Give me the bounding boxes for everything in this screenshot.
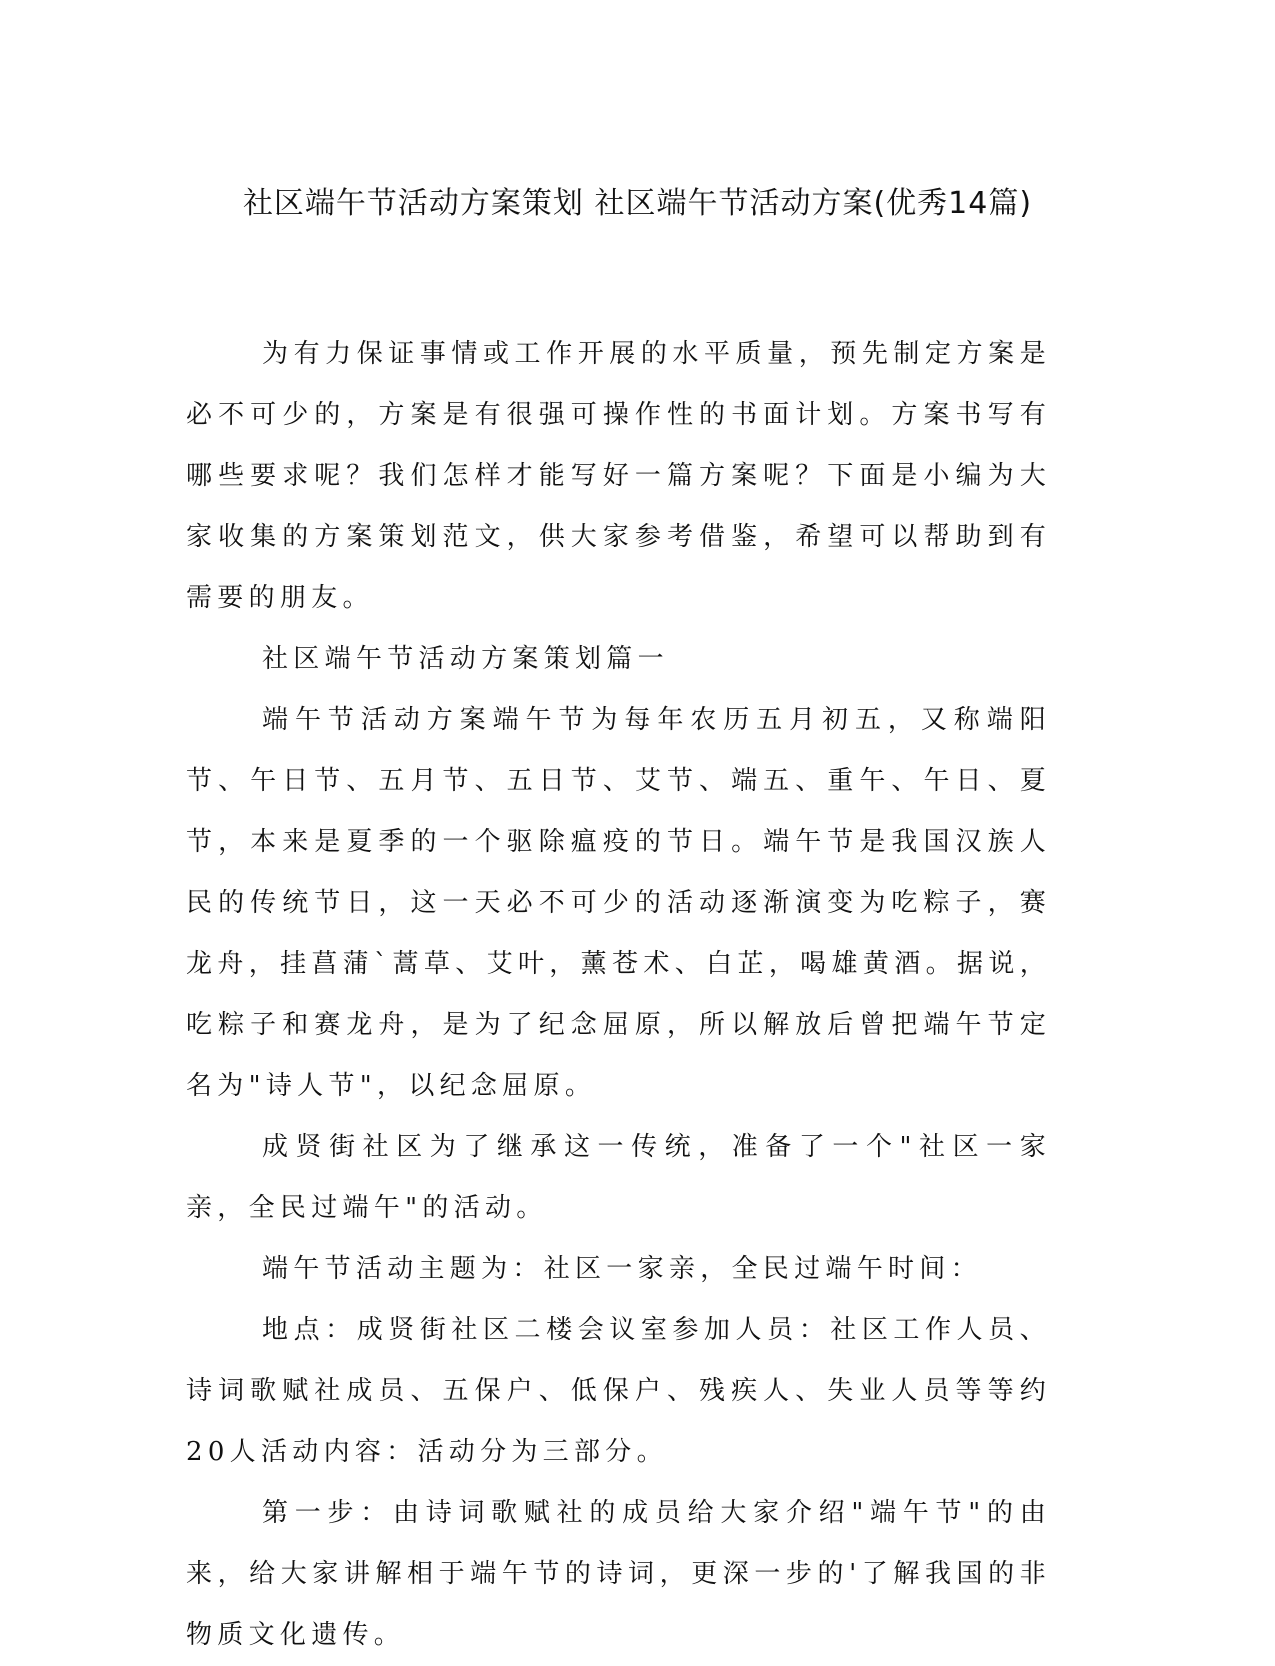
paragraph-intro: 为有力保证事情或工作开展的水平质量，预先制定方案是必不可少的，方案是有很强可操作性的书面计划。方案书写有哪些要求呢？我们怎样才能写好一篇方案呢？下面是小编为大家收集的方案策划范文，供大家参考借鉴，希望可以帮助到有需要的朋友。 bbox=[186, 339, 1051, 613]
paragraph-location: 地点：成贤街社区二楼会议室参加人员：社区工作人员、诗词歌赋社成员、五保户、低保户、残疾人、失业人员等等约20人活动内容：活动分为三部分。 bbox=[186, 1315, 1051, 1467]
document-body bbox=[186, 324, 1051, 1666]
paragraph-community-event: 成贤街社区为了继承这一传统，准备了一个"社区一家亲，全民过端午"的活动。 bbox=[186, 1132, 1051, 1223]
section-heading: 社区端午节活动方案策划篇一 bbox=[262, 644, 669, 674]
paragraph-background: 端午节活动方案端午节为每年农历五月初五，又称端阳节、午日节、五月节、五日节、艾节、端五、重午、午日、夏节，本来是夏季的一个驱除瘟疫的节日。端午节是我国汉族人民的传统节日，这一天必不可少的活动逐渐演变为吃粽子，赛龙舟，挂菖蒲`蒿草、艾叶，薰苍术、白芷，喝雄黄酒。据说，吃粽子和赛龙舟，是为了纪念屈原，所以解放后曾把端午节定名为"诗人节"，以纪念屈原。 bbox=[186, 705, 1051, 1101]
paragraph-theme: 端午节活动主题为：社区一家亲，全民过端午时间： bbox=[262, 1254, 982, 1284]
paragraph-step-one: 第一步：由诗词歌赋社的成员给大家介绍"端午节"的由来，给大家讲解相于端午节的诗词，更深一步的'了解我国的非物质文化遗传。 bbox=[186, 1498, 1051, 1650]
document-title: 社区端午节活动方案策划 社区端午节活动方案(优秀14篇) bbox=[242, 186, 1033, 221]
